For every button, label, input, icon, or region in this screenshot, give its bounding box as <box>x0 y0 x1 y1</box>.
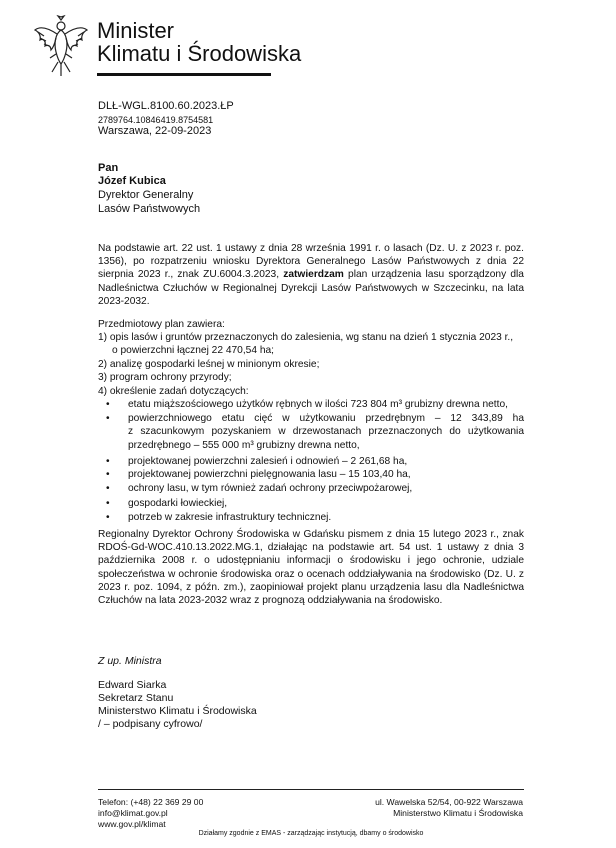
logo-underline <box>97 73 271 76</box>
bullet-item: gospodarki łowieckiej, <box>128 498 228 509</box>
list-item-continuation: o powierzchni łącznej 22 470,54 ha; <box>112 345 274 356</box>
digital-signature-note: / – podpisany cyfrowo/ <box>98 718 203 730</box>
signatory-name: Edward Siarka <box>98 679 167 691</box>
footer-address: ul. Wawelska 52/54, 00-922 Warszawa <box>375 797 523 807</box>
list-item: 1) opis lasów i gruntów przeznaczonych do zalesienia, wg stanu na dzień 1 stycznia 2023 r., <box>98 332 514 343</box>
bullet-icon: • <box>106 413 110 424</box>
list-intro: Przedmiotowy plan zawiera: <box>98 319 225 330</box>
bullet-icon: • <box>106 399 110 410</box>
bullet-item-continuation: przedrębnego – 555 000 m³ grubizny drewna netto, <box>128 440 360 451</box>
recipient-org: Lasów Państwowych <box>98 203 201 215</box>
footer-emas-note: Działamy zgodnie z EMAS - zarządzając instytucją, dbamy o środowisko <box>198 830 424 837</box>
white-eagle-emblem-icon <box>32 14 90 78</box>
footer-ministry: Ministerstwo Klimatu i Środowiska <box>393 808 523 818</box>
place-date: Warszawa, 22-09-2023 <box>98 125 212 137</box>
decision-paragraph <box>98 242 524 308</box>
footer-contact <box>98 797 203 830</box>
bullet-icon: • <box>106 469 110 480</box>
bullet-item: ochrony lasu, w tym również zadań ochrony przeciwpożarowej, <box>128 483 413 494</box>
decision-keyword: zatwierdzam <box>283 269 344 281</box>
recipient-salutation: Pan <box>98 162 119 174</box>
footer-phone: Telefon: (+48) 22 369 29 00 <box>98 797 204 807</box>
decision-text-end: plan urządzenia lasu sporządzony dla Nadleśnictwa Człuchów w Regionalnej Dyrekcji Lasów Państwowych w Szczecinku, na lata 2023-2032. <box>98 269 524 307</box>
ministry-title-line2: Klimatu i Środowiska <box>97 41 302 66</box>
bullet-icon: • <box>106 498 110 509</box>
bullet-item: projektowanej powierzchni zalesień i odnowień – 2 261,68 ha, <box>128 456 408 467</box>
bullet-icon: • <box>106 512 110 523</box>
signatory-ministry: Ministerstwo Klimatu i Środowiska <box>98 705 257 717</box>
signatory-position: Sekretarz Stanu <box>98 692 174 704</box>
bullet-icon: • <box>106 483 110 494</box>
list-item: 2) analizę gospodarki leśnej w minionym okresie; <box>98 359 320 370</box>
list-item: 4) określenie zadań dotyczących: <box>98 386 249 397</box>
recipient-name: Józef Kubica <box>98 175 166 187</box>
bullet-item: potrzeb w zakresie infrastruktury technicznej. <box>128 512 332 523</box>
ministry-title-line1: Minister <box>97 18 175 43</box>
footer-address-block <box>340 797 523 819</box>
by-order-label: Z up. Ministra <box>98 655 162 667</box>
bullet-item: etatu miąższościowego użytków rębnych w ilości 723 804 m³ grubizny drewna netto, <box>128 399 508 410</box>
reference-number: DLŁ-WGL.8100.60.2023.ŁP <box>98 100 234 112</box>
bullet-item: powierzchniowego etatu cięć w użytkowaniu przedrębnym – 12 343,89 ha <box>128 413 524 424</box>
rdos-opinion-paragraph: Regionalny Dyrektor Ochrony Środowiska w Gdańsku pismem z dnia 15 lutego 2023 r., znak RDOŚ-Gd-WOC.410.13.2022.MG.1, działając na podstawie art. 54 ust. 1 ustawy z dnia 3 października 2008 r. o udostępnianiu informacji o środowisku i jego ochronie, udziale społeczeństwa w ochronie środowiska oraz o ocenach oddziaływania na środowisko (Dz. U. z 2023 r. poz. 1094, z późn. zm.), zaopiniował projekt planu urządzenia lasu dla Nadleśnictwa Człuchów na lata 2023-2032 wraz z prognozą oddziaływania na środowisko. <box>98 529 524 607</box>
bullet-icon: • <box>106 456 110 467</box>
list-item: 3) program ochrony przyrody; <box>98 372 232 383</box>
bullet-item-continuation: z szacunkowym pozyskaniem w drzewostanach przeznaczonych do użytkowania <box>128 426 524 437</box>
recipient-title: Dyrektor Generalny <box>98 189 194 201</box>
bullet-item: projektowanej powierzchni pielęgnowania lasu – 15 103,40 ha, <box>128 469 411 480</box>
footer-email-link[interactable]: info@klimat.gov.pl <box>98 808 168 818</box>
footer-web-link[interactable]: www.gov.pl/klimat <box>98 819 166 829</box>
document-number: 2789764.10846419.8754581 <box>98 115 214 125</box>
decision-text-start: Na podstawie art. 22 ust. 1 ustawy z dnia 28 września 1991 r. o lasach (Dz. U. z 2023 r. poz. 1356), po rozpatrzeniu wniosku Dyrektora Generalnego Lasów Państwowych z dnia 22 sierpnia 2023 r., znak ZU.6004.3.2023, <box>98 243 524 281</box>
footer-divider <box>98 789 524 790</box>
